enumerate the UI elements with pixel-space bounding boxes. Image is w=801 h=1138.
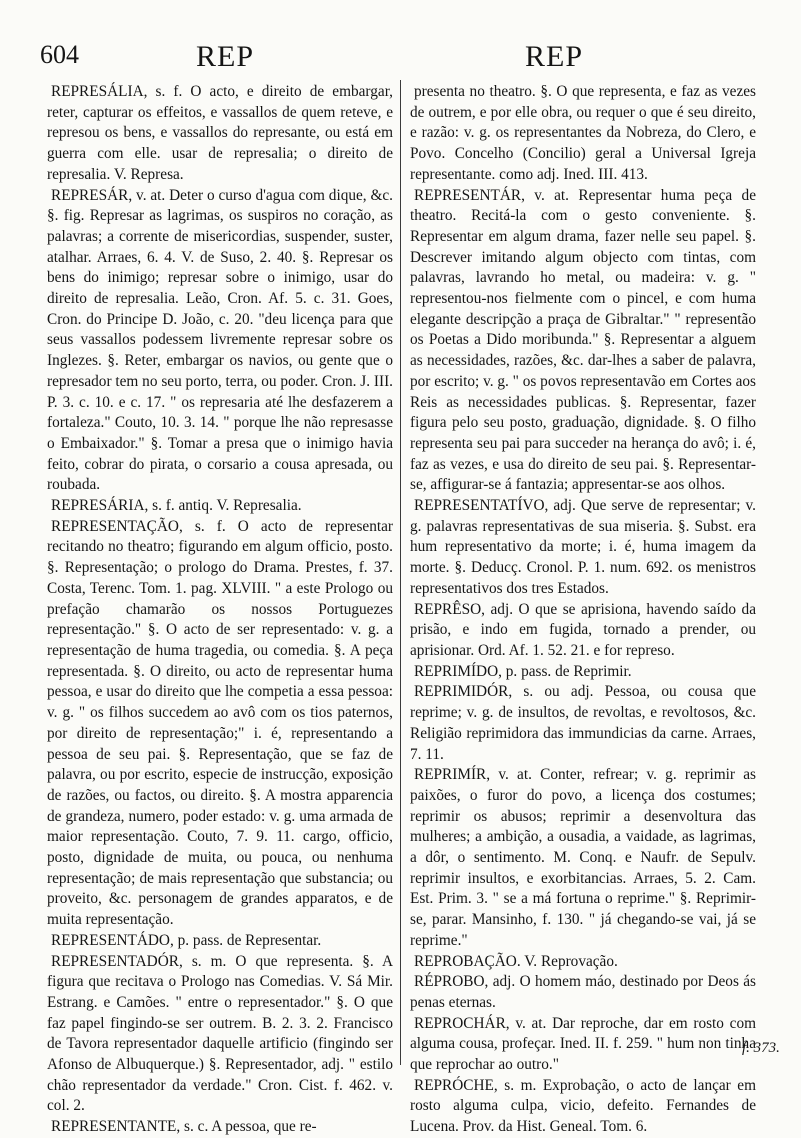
entry-reprobacao: REPROBAÇÃO. V. Reprovação. (414, 952, 618, 970)
right-column (410, 82, 756, 1138)
catchword: f. 373. (742, 1040, 780, 1056)
entry-reprochar: REPROCHÁR, v. at. Dar reproche, dar em rosto com alguma cousa, profeçar. Ined. II. f. 259. " hum non tinha que reprochar ao outro." (410, 1014, 756, 1074)
entry-represalia: REPRESÁLIA, s. f. O acto, e direito de embargar, reter, capturar os effeitos, e vassallos de quem reteve, e represou os bens, e vassallos do represante, ou está em guerra com elle. usar de represalia; o direito de represalia. V. Represa. (47, 83, 393, 183)
entry-reproche: REPRÓCHE, s. m. Exprobação, o acto de lançar em rosto alguma culpa, vicio, defeito. Fernandes de Lucena. Prov. da Hist. Geneal. Tom. 6. (410, 1076, 756, 1136)
entry-representado: REPRESENTÁDO, p. pass. de Representar. (51, 931, 322, 949)
entry-representador: REPRESENTADÓR, s. m. O que representa. §. A figura que recitava o Prologo nas Comedias. V. Sá Mir. Estrang. e Camões. " entre o representador." §. O que faz papel fingindo-se ser outrem. B. 2. 3. 2. Francisco de Tavora representador daquelle artificio (fingindo ser Afonso de Albuquerque.) §. Representador, adj. " estilo chão representador da verdade." Cron. Cist. f. 462. v. col. 2. (47, 952, 393, 1115)
entry-representar: REPRESENTÁR, v. at. Representar huma peça de theatro. Recitá-la com o gesto conveniente. §. Representar em algum drama, fazer nelle seu papel. §. Descrever imitando algum objecto com tintas, com palavras, lavrando ho metal, ou madeira: v. g. " representou-nos fielmente com o pincel, e com huma elegante descripção a praça de Gibraltar." " representão os Poetas a Dido moribunda." §. Representar a alguem as necessidades, razões, &c. dar-lhes a saber de palavra, por escrito; v. g. " os povos representavão em Cortes aos Reis as necessidades publicas. §. Representar, fazer figura pelo seu posto, graduação, dignidade. §. O filho representa seu pai para succeder na herança do avô; i. é, faz as vezes, e usa do direito de seu pai. §. Representar-se, affigurar-se á fantazia; appresentar-se aos olhos. (410, 186, 756, 494)
left-column (47, 82, 393, 1138)
entry-represaria: REPRESÁRIA, s. f. antiq. V. Represalia. (51, 497, 302, 515)
left-running-head: REP (196, 40, 255, 73)
column-divider (400, 80, 401, 1065)
entry-reprimido: REPRIMÍDO, p. pass. de Reprimir. (414, 662, 632, 680)
right-running-head: REP (525, 40, 584, 73)
entry-reprimidor: REPRIMIDÓR, s. ou adj. Pessoa, ou cousa que reprime; v. g. de insultos, de revoltas, e revoltosos, &c. Religião reprimidora das immundicias da carne. Arraes, 7. 11. (410, 683, 756, 763)
entry-representante-cont: presenta no theatro. §. O que representa, e faz as vezes de outrem, e por elle obra, ou requer o que é seu direito, e razão: v. g. os representantes da Nobreza, do Clero, e Povo. Concelho (Concilio) geral a Universal Igreja representante. como adj. Ined. III. 413. (410, 83, 756, 183)
entry-represar: REPRESÁR, v. at. Deter o curso d'agua com dique, &c. §. fig. Represar as lagrimas, os suspiros no coração, as palavras; a corrente de misericordias, suspender, suster, atalhar. Arraes, 6. 4. V. de Suso, 2. 40. §. Represar os bens do inimigo; represar sobre o inimigo, usar do direito de represalia. Leão, Cron. Af. 5. c. 31. Goes, Cron. do Principe D. João, c. 20. "deu licença para que seus vassallos podessem livremente represar sobre os Inglezes. §. Reter, embargar os navios, ou gente que o represador tem no seu porto, terra, ou poder. Cron. J. III. P. 3. c. 10. e c. 17. " os represaria até lhe desfazerem a fortaleza." Couto, 10. 3. 14. " porque lhe não represasse o Embaixador." §. Tomar a presa que o inimigo havia feito, cobrar do pirata, o corsario a cousa apresada, ou roubada. (47, 186, 393, 494)
entry-represo: REPRÊSO, adj. O que se aprisiona, havendo saído da prisão, e indo em fugida, tornado a prender, ou aprisionar. Ord. Af. 1. 52. 21. e for represo. (410, 600, 756, 659)
entry-representacao: REPRESENTAÇÃO, s. f. O acto de representar recitando no theatro; figurando em algum officio, posto. §. Representação; o prologo do Drama. Prestes, f. 37. Costa, Terenc. Tom. 1. pag. XLVIII. " a este Prologo ou prefação chamarão os nossos Portuguezes representação." §. O acto de ser representado: v. g. a representação de huma tragedia, ou comedia. §. A peça representada. §. O direito, ou acto de representar huma pessoa, e usar do direito que lhe competia a essa pessoa: v. g. " os filhos succedem ao avô com os tios paternos, por direito de representação;" i. é, representando a pessoa de seu pai. §. Representação, que se faz de palavra, ou por escrito, especie de instrucção, exposição de razões, ou factos, ou direito. §. A mostra apparencia de grandeza, numero, poder estado: v. g. uma armada de maior representação. Couto, 7. 9. 11. cargo, officio, posto, dignidade de muita, ou pouca, ou nenhuma representação; de mais representação que substancia; ou proveito, &c. personagem de grandes apparatos, e de muita representação. (47, 517, 393, 929)
entry-representativo: REPRESENTATÍVO, adj. Que serve de representar; v. g. palavras representativas de sua miseria. §. Subst. era hum representativo da morte; i. é, huma imagem da morte. §. Deducç. Cronol. P. 1. num. 692. os menistros representativos dos tres Estados. (410, 497, 756, 597)
entry-reprimir: REPRIMÍR, v. at. Conter, refrear; v. g. reprimir as paixões, o furor do povo, a licença dos costumes; reprimir os abusos; reprimir a desenvoltura das mulheres; a ambição, a ousadia, a vaidade, as lagrimas, a dôr, o sentimento. M. Conq. e Naufr. de Sepulv. reprimir insultos, e exorbitancias. Arraes, 5. 2. Cam. Est. Prim. 3. " se a má fortuna o reprime." §. Reprimir-se, parar. Mansinho, f. 130. " já chegando-se vai, já se reprime." (410, 766, 756, 949)
entry-representante: REPRESENTANTE, s. c. A pessoa, que re- (51, 1118, 317, 1136)
page-number: 604 (40, 40, 79, 69)
entry-reprobo: RÉPROBO, adj. O homem máo, destinado por Deos ás penas eternas. (410, 973, 756, 1011)
